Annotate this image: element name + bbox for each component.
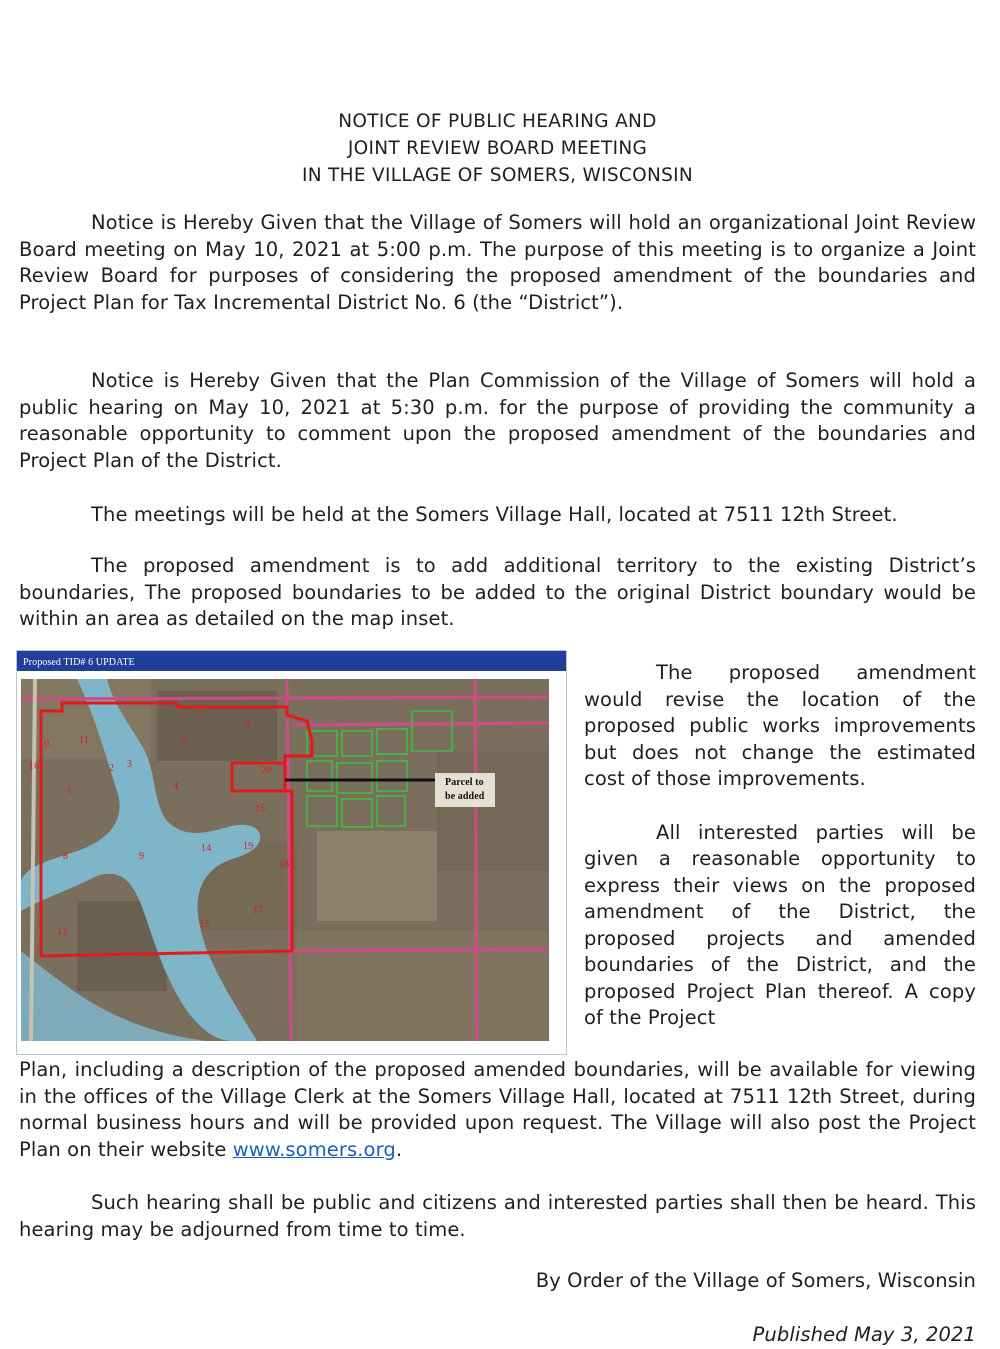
parcel-number-13: 13	[199, 919, 210, 930]
paragraph-meeting-location: The meetings will be held at the Somers Village Hall, located at 7511 12th Street.	[91, 503, 898, 526]
signature-line: By Order of the Village of Somers, Wisconsin	[535, 1269, 976, 1292]
road-north-south-east	[475, 679, 477, 1041]
notice-title	[19, 108, 976, 189]
paragraph-public-works: The proposed amendment would revise the location of the proposed public works improvements but does not change the estimated cost of those improvements.	[584, 661, 976, 790]
parcel-number-3: 3	[127, 759, 133, 770]
parcel-number-16: 16	[29, 761, 40, 772]
road-east-west-middle	[293, 723, 549, 725]
paragraph-hearing-public: Such hearing shall be public and citizens and interested parties shall then be heard. This hearing may be adjourned from time to time.	[19, 1191, 976, 1241]
paragraph-project-plan-copy	[19, 1057, 976, 1163]
title-line-3: IN THE VILLAGE OF SOMERS, WISCONSIN	[301, 165, 694, 186]
parcel-label-line-1: Parcel to	[445, 777, 484, 788]
parcel-number-14: 14	[201, 843, 212, 854]
parcel-number-4: 4	[173, 781, 179, 792]
map-image	[17, 651, 566, 1054]
title-line-2: JOINT REVIEW BOARD MEETING	[347, 138, 648, 159]
map-inset	[16, 650, 567, 1055]
parcel-number-1: 1	[67, 785, 73, 796]
website-link[interactable]: www.somers.org	[232, 1137, 396, 1161]
parcel-number-2: 2	[109, 763, 115, 774]
paragraph-proposed-amendment: The proposed amendment is to add additional territory to the existing District’s boundaries, The proposed boundaries to be added to the original District boundary would be within an area as detailed on the map inset.	[19, 554, 976, 630]
map-side-text	[584, 660, 976, 1032]
notice-document	[19, 0, 976, 1349]
parcel-number-8: 8	[63, 851, 69, 862]
parcel-number-7: 7	[199, 709, 205, 720]
parcel-number-17: 17	[253, 905, 264, 916]
parcel-number-5: 5	[181, 735, 187, 746]
road-east-west-south	[293, 949, 549, 951]
road-east-west-north	[21, 697, 549, 699]
parcel-number-12: 12	[57, 927, 68, 938]
paragraph-interested-parties: All interested parties will be given a reasonable opportunity to express their views on the proposed amendment of the District, the proposed projects and amended boundaries of the District, and the proposed Project Plan thereof. A copy of the Project	[584, 820, 976, 1029]
paragraph-public-hearing: Notice is Hereby Given that the Plan Commission of the Village of Somers will hold a public hearing on May 10, 2021 at 5:30 p.m. for the purpose of providing the community a reasonable opportunity to comment upon the proposed amendment of the boundaries and Project Plan of the District.	[19, 369, 976, 472]
parcel-label-line-2: be added	[445, 791, 485, 802]
title-line-1: NOTICE OF PUBLIC HEARING AND	[338, 111, 657, 132]
published-date: Published May 3, 2021	[752, 1323, 976, 1346]
parcel-number-9: 9	[139, 851, 145, 862]
parcel-number-15: 15	[255, 803, 266, 814]
parcel-number-10: 10	[39, 739, 50, 750]
parcel-number-19: 19	[243, 841, 254, 852]
project-plan-text: Plan, including a description of the proposed amended boundaries, will be available for viewing in the offices of the Village Clerk at the Somers Village Hall, located at 7511 12th Street, during normal business hours and will be provided upon request. The Village will also post the Project Plan on their website	[19, 1058, 976, 1161]
map-header-title: Proposed TID# 6 UPDATE	[23, 657, 135, 668]
paragraph-joint-review-board: Notice is Hereby Given that the Village of Somers will hold an organizational Joint Review Board meeting on May 10, 2021 at 5:00 p.m. The purpose of this meeting is to organize a Joint Review Board for purposes of considering the proposed amendment of the boundaries and Project Plan for Tax Incremental District No. 6 (the “District”).	[19, 211, 976, 314]
parcel-number-20: 20	[261, 765, 272, 776]
project-plan-end: .	[395, 1137, 403, 1161]
parcel-number-6: 6	[245, 719, 251, 730]
parcel-number-18: 18	[279, 859, 290, 870]
parcel-number-11: 11	[79, 735, 89, 746]
